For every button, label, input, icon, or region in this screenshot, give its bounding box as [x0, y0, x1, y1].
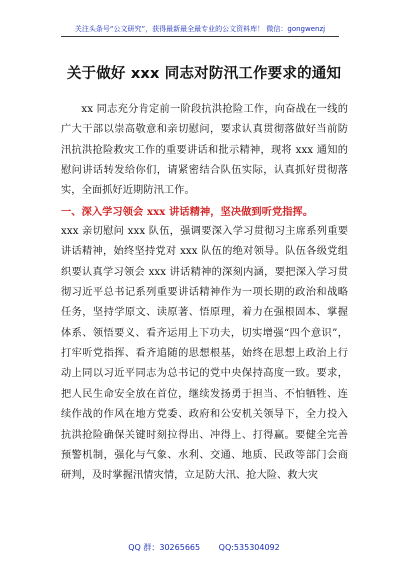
footer	[0, 542, 408, 554]
section-paragraph-1: xxx 亲切慰问 xxx 队伍，强调要深入学习贯彻习主席系列重要讲话精神，始终坚持党对 xxx 队伍的绝对领导。队伍各级党组织要认真学习领会 xxx 讲话精神的深刻内涵，要把深入学习贯彻习近平总书记系列重要讲话精神作为一项长期的政治和战略任务，坚持学原文、读原著、悟原理，着力在强根固本、掌握体系、领悟要义、看齐运用上下功夫，切实增强“四个意识”，打牢听党指挥、看齐追随的思想根基，始终在思想上政治上行动上同以习近平同志为总书记的党中央保持高度一致。要求，把人民生命安全放在首位，继续发扬勇于担当、不怕牺牲、连续作战的作风在地方党委、政府和公安机关领导下，全力投入抗洪抢险确保关键时刻拉得出、冲得上、打得赢。要健全完善预警机制，强化与气象、水利、交通、地质、民政等部门会商研判，及时掌握汛情灾情，立足防大汛、抢大险、救大灾	[61, 226, 348, 482]
document-title: 关于做好 xxx 同志对防汛工作要求的通知	[66, 66, 342, 82]
header-banner: 关注头条号“公文研究”，获得最新最全最专业的公文资料库！ 微信：gongwenzj	[61, 22, 339, 37]
document-body	[61, 100, 348, 487]
footer-qq-group: QQ 群：30265665	[128, 543, 201, 552]
footer-qq-contact: QQ:535304092	[218, 543, 280, 552]
section-heading-1: 一、深入学习领会 xxx 讲话精神，坚决做到听党指挥。	[61, 205, 314, 218]
intro-paragraph: xx 同志充分肯定前一阶段抗洪抢险工作，向奋战在一线的广大干部以崇高敬意和亲切慰问，要求认真贯彻落做好当前防汛抗洪抢险救灾工作的重要讲话和批示精神，现将 xxx 通知的慰问讲话转发给你们，请紧密结合队伍实际，认真抓好贯彻落实，全面抓好近期防汛工作。	[61, 104, 348, 197]
